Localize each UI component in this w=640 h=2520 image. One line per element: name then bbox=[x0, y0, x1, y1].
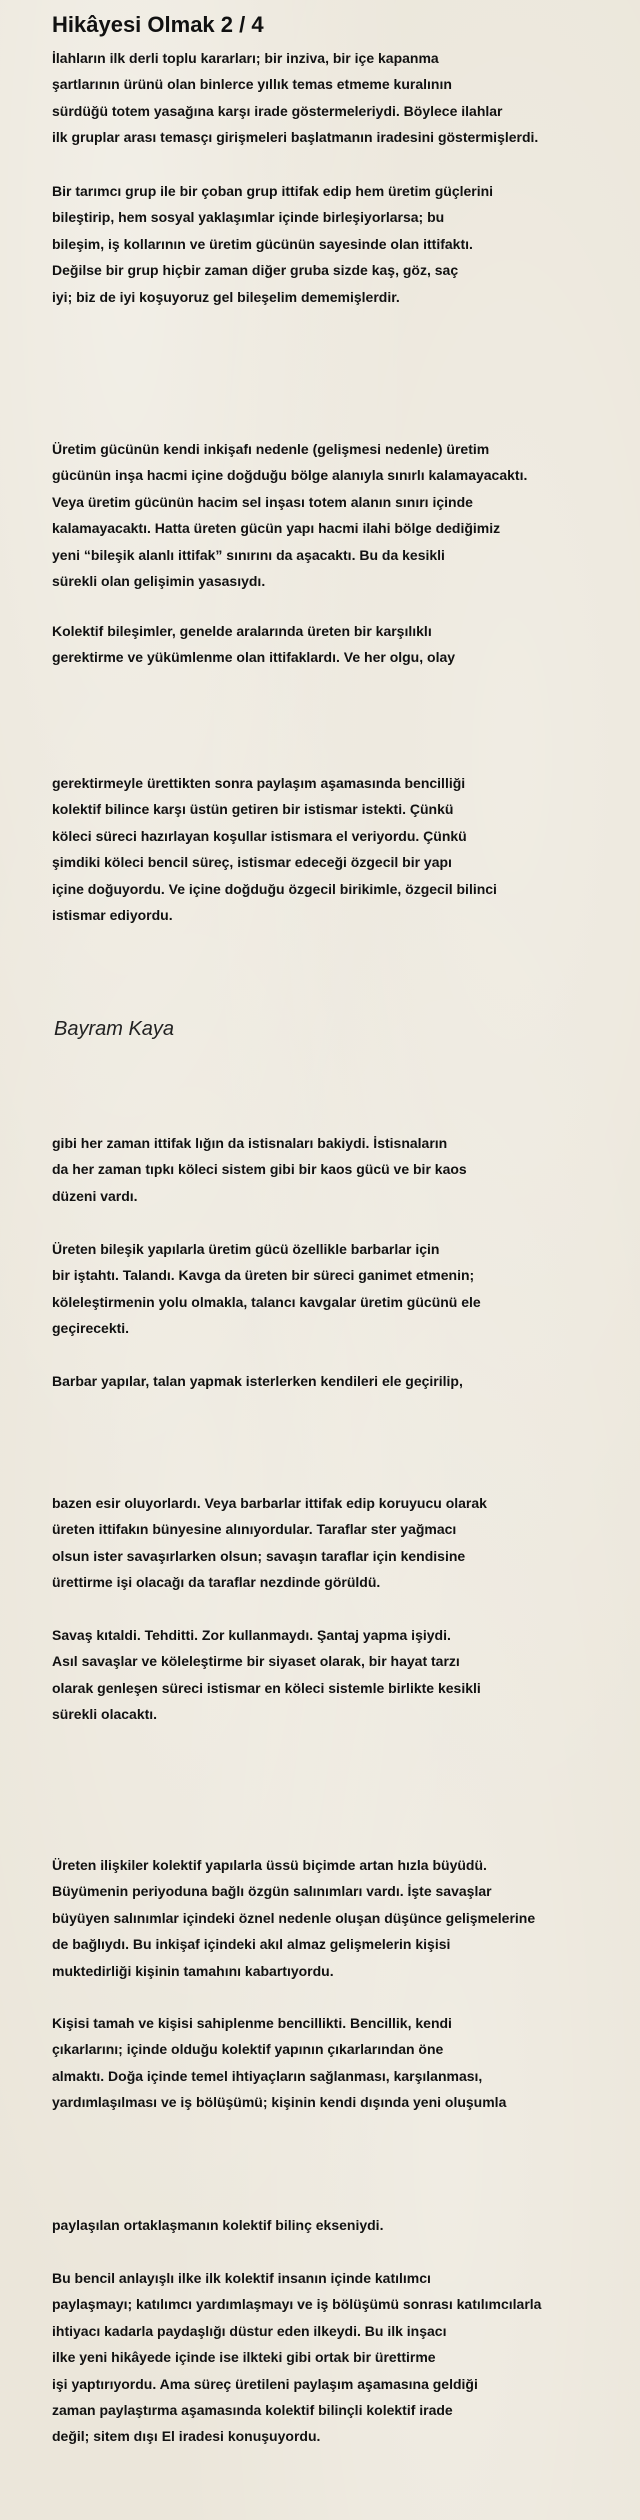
text-line: yardımlaşılması ve iş bölüşümü; kişinin kendi dışında yeni oluşumla bbox=[52, 2094, 507, 2111]
text-line: Veya üretim gücünün hacim sel inşası totem alanın sınırı içinde bbox=[52, 493, 473, 510]
text-line: sürekli olacaktı. bbox=[52, 1706, 158, 1723]
text-line: muktedirliği kişinin tamahını kabartıyordu. bbox=[52, 1962, 334, 1979]
text-line: almaktı. Doğa içinde temel ihtiyaçların sağlanması, karşılanması, bbox=[52, 2067, 483, 2084]
text-line: İlahların ilk derli toplu kararları; bir inziva, bir içe kapanma bbox=[52, 50, 439, 66]
text-line: üreten ittifakın bünyesine alınıyordular. Taraflar ster yağmacı bbox=[52, 1521, 457, 1538]
paragraph-4 bbox=[52, 618, 632, 671]
text-line: Büyümenin periyoduna bağlı özgün salınımları vardı. İşte savaşlar bbox=[52, 1883, 492, 1900]
text-line: Kişisi tamah ve kişisi sahiplenme bencillikti. Bencillik, kendi bbox=[52, 2015, 452, 2031]
text-line: köleci süreci hazırlayan koşullar istismara el veriyordu. Çünkü bbox=[52, 827, 467, 844]
text-line: Bu bencil anlayışlı ilke ilk kolektif insanın içinde katılımcı bbox=[52, 2270, 431, 2286]
text-line: Üreten bileşik yapılarla üretim gücü özellikle barbarlar için bbox=[52, 1241, 440, 1257]
text-line: sürdüğü totem yasağına karşı irade göstermeleriydi. Böylece ilahlar bbox=[52, 102, 503, 119]
text-line: çıkarlarını; içinde olduğu kolektif yapının çıkarlarından öne bbox=[52, 2041, 444, 2058]
text-line: Üreten ilişkiler kolektif yapılarla üssü biçimde artan hızla büyüdü. bbox=[52, 1857, 487, 1873]
text-line: ilke yeni hikâyede içinde ise ilkteki gibi ortak bir ürettirme bbox=[52, 2349, 436, 2366]
text-line: gerektirmeyle ürettikten sonra paylaşım aşamasında bencilliği bbox=[52, 775, 466, 791]
text-line: bileştirip, hem sosyal yaklaşımlar içinde birleşiyorlarsa; bu bbox=[52, 209, 445, 226]
text-line: değil; sitem dışı El iradesi konuşuyordu. bbox=[52, 2428, 321, 2445]
text-line: Bir tarımcı grup ile bir çoban grup ittifak edip hem üretim güçlerini bbox=[52, 183, 494, 199]
text-line: Asıl savaşlar ve köleleştirme bir siyaset olarak, bir hayat tarzı bbox=[52, 1653, 460, 1670]
text-line: bileşim, iş kollarının ve üretim gücünün sayesinde olan ittifaktı. bbox=[52, 235, 473, 252]
text-line: paylaşılan ortaklaşmanın kolektif bilinç ekseniydi. bbox=[52, 2217, 384, 2233]
text-line: Savaş kıtaldi. Tehditti. Zor kullanmaydı. Şantaj yapma işiydi. bbox=[52, 1627, 451, 1643]
text-line: olsun ister savaşırlarken olsun; savaşın taraflar için kendisine bbox=[52, 1547, 466, 1564]
text-line: köleleştirmenin yolu olmakla, talancı kavgalar üretim gücünü ele bbox=[52, 1293, 481, 1310]
text-line: işi yaptırıyordu. Ama süreç üretileni paylaşım aşamasına geldiği bbox=[52, 2375, 478, 2392]
text-line: bir iştahtı. Talandı. Kavga da üreten bir süreci ganimet etmenin; bbox=[52, 1267, 475, 1284]
text-line: sürekli olan gelişimin yasasıydı. bbox=[52, 572, 266, 589]
text-line: kolektif bilince karşı üstün getiren bir istismar istekti. Çünkü bbox=[52, 801, 454, 818]
text-line: yeni “bileşik alanlı ittifak” sınırını da aşacaktı. Bu da kesikli bbox=[52, 546, 445, 563]
text-line: ürettirme işi olacağı da taraflar nezdinde görüldü. bbox=[52, 1574, 381, 1591]
text-line: Üretim gücünün kendi inkişafı nedenle (gelişmesi nedenle) üretim bbox=[52, 441, 490, 457]
text-line: geçirecekti. bbox=[52, 1320, 130, 1337]
paragraph-7 bbox=[52, 1236, 632, 1342]
text-line: gerektirme ve yükümlenme olan ittifaklardı. Ve her olgu, olay bbox=[52, 649, 456, 666]
text-line: gücünün inşa hacmi içine doğduğu bölge alanıyla sınırlı kalamayacaktı. bbox=[52, 467, 528, 484]
text-line: şimdiki köleci bencil süreç, istismar edeceği özgecil bir yapı bbox=[52, 854, 452, 871]
paragraph-1 bbox=[52, 45, 632, 151]
text-line: ihtiyacı kadarla paydaşlığı düstur eden ilkeydi. Bu ilk inşacı bbox=[52, 2322, 447, 2339]
paragraph-5 bbox=[52, 770, 632, 928]
paragraph-2 bbox=[52, 178, 632, 310]
paragraph-13 bbox=[52, 2212, 632, 2238]
text-line: iyi; biz de iyi koşuyoruz gel bileşelim dememişlerdir. bbox=[52, 288, 400, 305]
text-line: ilk gruplar arası temasçı girişmeleri başlatmanın iradesini göstermişlerdi. bbox=[52, 129, 539, 146]
text-line: zaman paylaştırma aşamasında kolektif bilinçli kolektif irade bbox=[52, 2401, 453, 2418]
text-line: düzeni vardı. bbox=[52, 1187, 138, 1204]
text-line: istismar ediyordu. bbox=[52, 906, 173, 923]
paragraph-10 bbox=[52, 1622, 632, 1728]
author-name: Bayram Kaya bbox=[54, 1018, 175, 1040]
paragraph-3 bbox=[52, 436, 632, 594]
text-line: Kolektif bileşimler, genelde aralarında üreten bir karşılıklı bbox=[52, 623, 432, 639]
text-line: içine doğuyordu. Ve içine doğduğu özgecil birikimle, özgecil bilinci bbox=[52, 880, 497, 897]
paragraph-14 bbox=[52, 2265, 632, 2450]
text-line: de bağlıydı. Bu inkişaf içindeki akıl almaz gelişmelerin kişisi bbox=[52, 1936, 451, 1953]
text-line: da her zaman tıpkı köleci sistem gibi bir kaos gücü ve bir kaos bbox=[52, 1161, 467, 1178]
paragraph-9 bbox=[52, 1490, 632, 1596]
text-line: büyüyen salınımlar içindeki öznel nedenle oluşan düşünce gelişmelerine bbox=[52, 1909, 536, 1926]
text-line: bazen esir oluyorlardı. Veya barbarlar ittifak edip koruyucu olarak bbox=[52, 1495, 487, 1511]
paragraph-8 bbox=[52, 1368, 632, 1394]
paragraph-6 bbox=[52, 1130, 632, 1209]
text-line: olarak genleşen süreci istismar en köleci sistemle birlikte kesikli bbox=[52, 1679, 481, 1696]
text-line: şartlarının ürünü olan binlerce yıllık temas etmeme kuralının bbox=[52, 76, 452, 93]
page-title: Hikâyesi Olmak 2 / 4 bbox=[52, 12, 264, 37]
paragraph-12 bbox=[52, 2010, 632, 2116]
text-line: Değilse bir grup hiçbir zaman diğer gruba sizde kaş, göz, saç bbox=[52, 262, 459, 279]
text-line: Barbar yapılar, talan yapmak isterlerken kendileri ele geçirilip, bbox=[52, 1373, 463, 1389]
text-line: kalamayacaktı. Hatta üreten gücün yapı hacmi ilahi bölge dediğimiz bbox=[52, 520, 501, 537]
text-line: gibi her zaman ittifak lığın da istisnaları bakiydi. İstisnaların bbox=[52, 1135, 448, 1151]
text-line: paylaşmayı; katılımcı yardımlaşmayı ve iş bölüşümü sonrası katılımcılarla bbox=[52, 2296, 542, 2313]
paragraph-11 bbox=[52, 1852, 632, 1984]
